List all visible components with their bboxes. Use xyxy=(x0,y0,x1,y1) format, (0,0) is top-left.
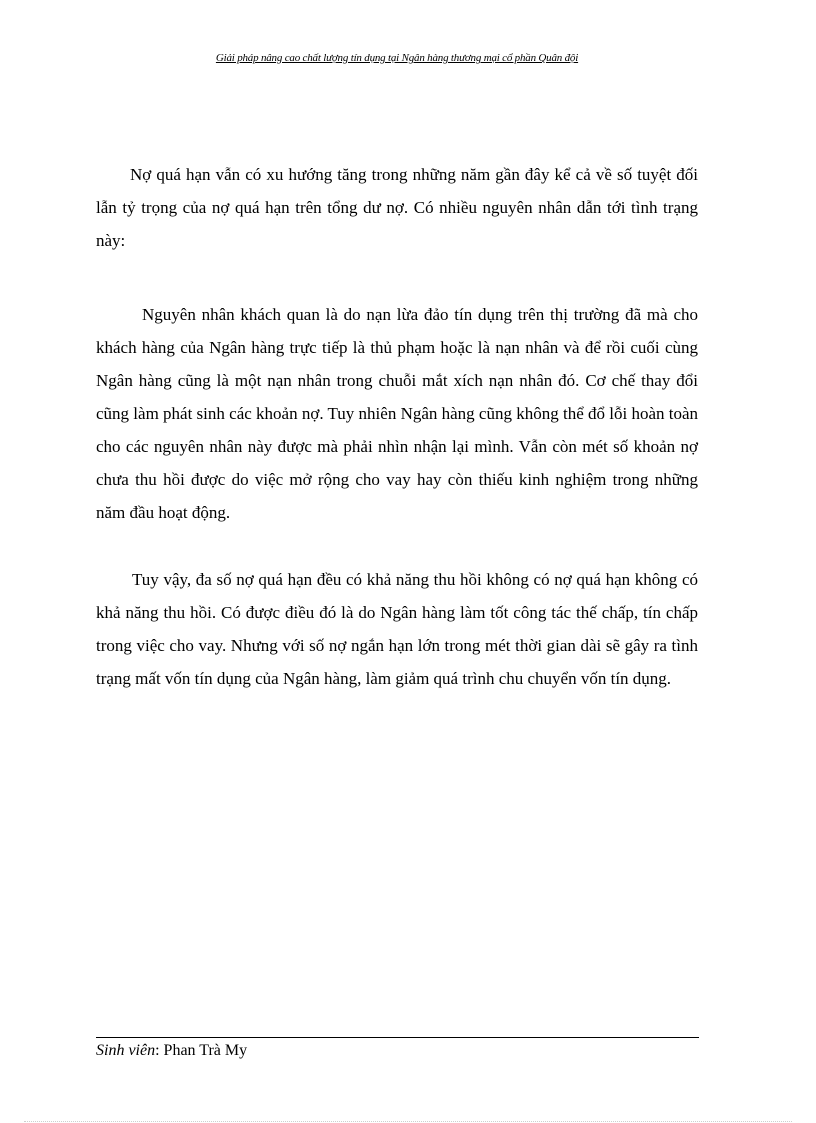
page-bottom-border xyxy=(24,1121,792,1122)
page-footer xyxy=(96,1042,247,1060)
paragraph-overdue-debt-trend: Nợ quá hạn vẫn có xu hướng tăng trong những năm gần đây kể cả về số tuyệt đối lẫn tỷ trọng của nợ quá hạn trên tổng dư nợ. Có nhiều nguyên nhân dẫn tới tình trạng này: xyxy=(96,165,698,250)
footer-student-label: Sinh viên xyxy=(96,1042,156,1059)
footer-separator: : xyxy=(155,1042,164,1059)
paragraph-objective-causes: Nguyên nhân khách quan là do nạn lừa đảo tín dụng trên thị trường đã mà cho khách hàng của Ngân hàng trực tiếp là thủ phạm hoặc là nạn nhân và để rồi cuối cùng Ngân hàng cũng là một nạn nhân trong chuỗi mắt xích nạn nhân đó. Cơ chế thay đổi cũng làm phát sinh các khoản nợ. Tuy nhiên Ngân hàng cũng không thể đổ lỗi hoàn toàn cho các nguyên nhân này được mà phải nhìn nhận lại mình. Vẫn còn mét số khoản nợ chưa thu hồi được do việc mở rộng cho vay hay còn thiếu kinh nghiệm trong những năm đầu hoạt động. xyxy=(96,305,699,522)
footer-student-name: Phan Trà My xyxy=(163,1042,248,1059)
paragraph-recoverability: Tuy vậy, đa số nợ quá hạn đều có khả năng thu hồi không có nợ quá hạn không có khả năng thu hồi. Có được điều đó là do Ngân hàng làm tốt công tác thế chấp, tín chấp trong việc cho vay. Nhưng với số nợ ngắn hạn lớn trong mét thời gian dài sẽ gây ra tình trạng mất vốn tín dụng của Ngân hàng, làm giảm quá trình chu chuyển vốn tín dụng. xyxy=(96,570,698,688)
footer-divider xyxy=(96,1037,699,1038)
page-header: Giải pháp nâng cao chất lượng tín dụng tại Ngân hàng thương mại cổ phần Quân đội xyxy=(215,52,579,64)
